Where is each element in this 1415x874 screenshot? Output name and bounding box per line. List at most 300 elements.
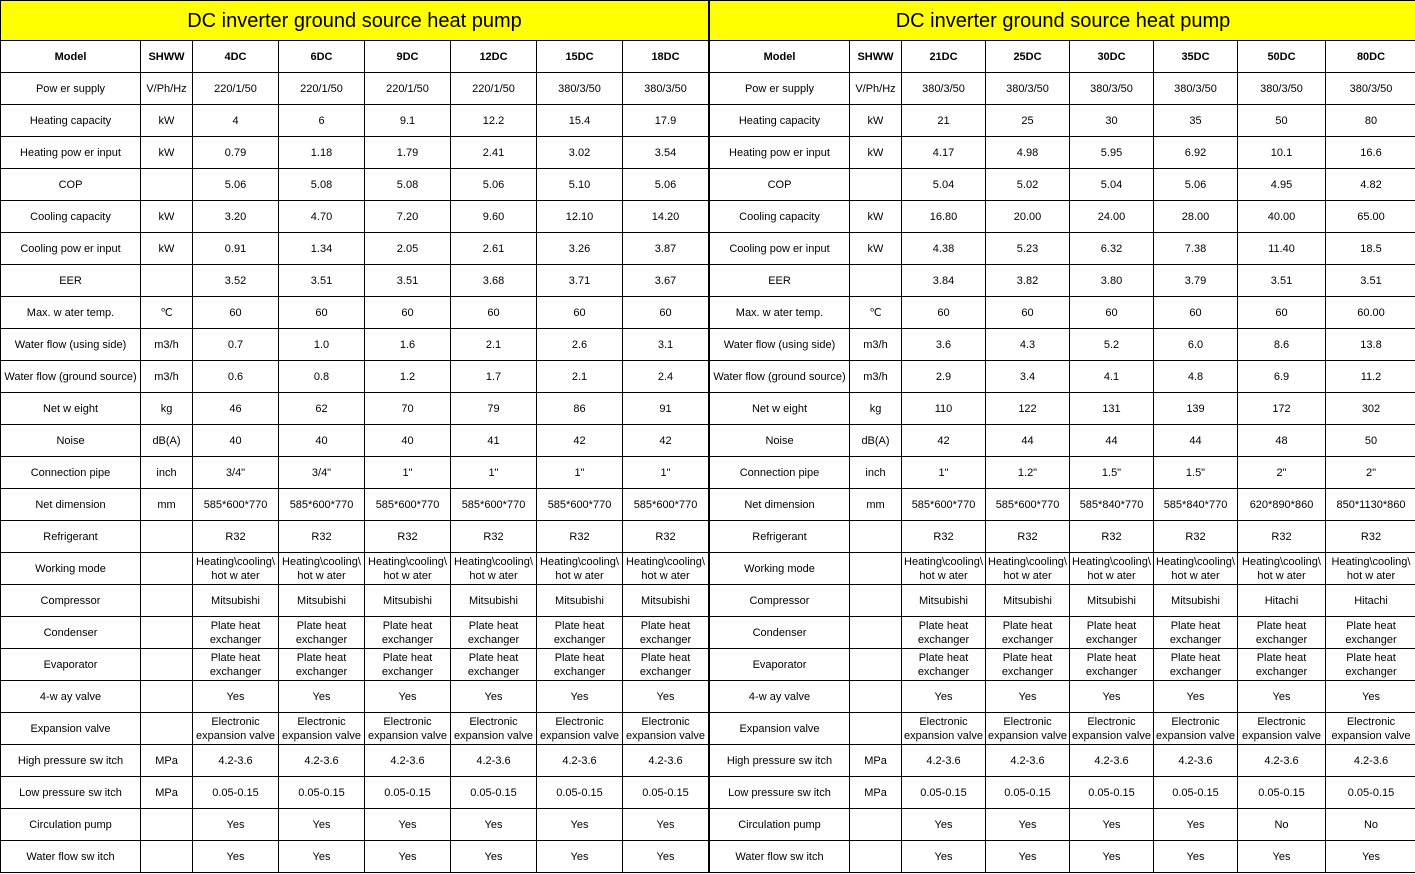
value-cell: 3.68 (451, 265, 537, 297)
table-row (1, 425, 709, 457)
header-cell: 9DC (365, 41, 451, 73)
value-cell: 2.1 (451, 329, 537, 361)
value-cell: Plate heat exchanger (537, 649, 623, 681)
value-cell: Yes (1154, 681, 1238, 713)
row-label: Heating capacity (710, 105, 850, 137)
table-row (1, 457, 709, 489)
value-cell: Yes (365, 809, 451, 841)
value-cell: Yes (902, 809, 986, 841)
value-cell: 122 (986, 393, 1070, 425)
value-cell: Yes (193, 681, 279, 713)
value-cell: Electronic expansion valve (279, 713, 365, 745)
table-row (1, 841, 709, 873)
value-cell: Electronic expansion valve (365, 713, 451, 745)
value-cell: 60 (451, 297, 537, 329)
unit-cell (141, 553, 193, 585)
header-cell: 35DC (1154, 41, 1238, 73)
value-cell: Yes (986, 841, 1070, 873)
value-cell: 13.8 (1326, 329, 1415, 361)
value-cell: 0.05-0.15 (365, 777, 451, 809)
row-label: Cooling pow er input (710, 233, 850, 265)
value-cell: 4.2-3.6 (623, 745, 709, 777)
unit-cell: dB(A) (850, 425, 902, 457)
value-cell: 5.02 (986, 169, 1070, 201)
unit-cell: m3/h (141, 361, 193, 393)
table-row (710, 329, 1415, 361)
row-label: Condenser (710, 617, 850, 649)
value-cell: 6.0 (1154, 329, 1238, 361)
value-cell: No (1326, 809, 1415, 841)
value-cell: 585*840*770 (1070, 489, 1154, 521)
value-cell: 7.20 (365, 201, 451, 233)
value-cell: 62 (279, 393, 365, 425)
value-cell: 2.05 (365, 233, 451, 265)
table-row (710, 745, 1415, 777)
value-cell: 3.82 (986, 265, 1070, 297)
table-row (1, 297, 709, 329)
value-cell: 41 (451, 425, 537, 457)
value-cell: Yes (623, 841, 709, 873)
row-label: Net dimension (1, 489, 141, 521)
value-cell: R32 (451, 521, 537, 553)
unit-cell: MPa (850, 777, 902, 809)
row-label: Evaporator (1, 649, 141, 681)
value-cell: 4.2-3.6 (986, 745, 1070, 777)
value-cell: Yes (451, 841, 537, 873)
value-cell: 60 (1238, 297, 1326, 329)
row-label: 4-w ay valve (710, 681, 850, 713)
value-cell: Yes (365, 681, 451, 713)
value-cell: 60 (537, 297, 623, 329)
value-cell: Plate heat exchanger (365, 649, 451, 681)
value-cell: 42 (537, 425, 623, 457)
table-row (1, 745, 709, 777)
value-cell: 5.04 (902, 169, 986, 201)
row-label: Compressor (1, 585, 141, 617)
table-row (1, 169, 709, 201)
row-label: Net dimension (710, 489, 850, 521)
value-cell: Plate heat exchanger (1070, 649, 1154, 681)
value-cell: Electronic expansion valve (902, 713, 986, 745)
value-cell: 60 (986, 297, 1070, 329)
unit-cell (141, 585, 193, 617)
value-cell: Plate heat exchanger (1154, 649, 1238, 681)
value-cell: 4.98 (986, 137, 1070, 169)
table-row (1, 73, 709, 105)
value-cell: Heating\cooling\ hot w ater (623, 553, 709, 585)
table-row (1, 713, 709, 745)
value-cell: Plate heat exchanger (902, 617, 986, 649)
unit-cell: m3/h (850, 329, 902, 361)
value-cell: Plate heat exchanger (1238, 617, 1326, 649)
value-cell: 2.6 (537, 329, 623, 361)
value-cell: 6 (279, 105, 365, 137)
unit-cell: kW (141, 233, 193, 265)
unit-cell (850, 553, 902, 585)
value-cell: Electronic expansion valve (1154, 713, 1238, 745)
value-cell: 2" (1238, 457, 1326, 489)
value-cell: 380/3/50 (902, 73, 986, 105)
header-cell: 50DC (1238, 41, 1326, 73)
row-label: Water flow (ground source) (710, 361, 850, 393)
table-row (710, 201, 1415, 233)
unit-cell: kW (850, 233, 902, 265)
row-label: Refrigerant (710, 521, 850, 553)
value-cell: 5.08 (279, 169, 365, 201)
value-cell: Mitsubishi (537, 585, 623, 617)
value-cell: 5.2 (1070, 329, 1154, 361)
value-cell: 1.79 (365, 137, 451, 169)
value-cell: Plate heat exchanger (451, 617, 537, 649)
table-row (710, 521, 1415, 553)
unit-cell (850, 649, 902, 681)
header-cell: 25DC (986, 41, 1070, 73)
value-cell: 1.6 (365, 329, 451, 361)
unit-cell (141, 649, 193, 681)
value-cell: 30 (1070, 105, 1154, 137)
value-cell: Plate heat exchanger (986, 617, 1070, 649)
header-cell: SHWW (141, 41, 193, 73)
row-label: Connection pipe (1, 457, 141, 489)
value-cell: 0.8 (279, 361, 365, 393)
row-label: Water flow (using side) (710, 329, 850, 361)
value-cell: Heating\cooling\ hot w ater (1238, 553, 1326, 585)
value-cell: 3.52 (193, 265, 279, 297)
value-cell: 380/3/50 (537, 73, 623, 105)
table-row (710, 265, 1415, 297)
value-cell: R32 (365, 521, 451, 553)
value-cell: Yes (451, 809, 537, 841)
value-cell: Yes (279, 809, 365, 841)
value-cell: Plate heat exchanger (1070, 617, 1154, 649)
value-cell: 14.20 (623, 201, 709, 233)
row-label: Low pressure sw itch (710, 777, 850, 809)
value-cell: 16.6 (1326, 137, 1415, 169)
value-cell: 3.51 (365, 265, 451, 297)
value-cell: 0.05-0.15 (902, 777, 986, 809)
value-cell: 1" (365, 457, 451, 489)
unit-cell: MPa (850, 745, 902, 777)
header-cell: Model (1, 41, 141, 73)
value-cell: 3.1 (623, 329, 709, 361)
row-label: Expansion valve (1, 713, 141, 745)
header-row (710, 41, 1415, 73)
value-cell: 1.5" (1154, 457, 1238, 489)
value-cell: 2.41 (451, 137, 537, 169)
row-label: COP (710, 169, 850, 201)
table-row (1, 105, 709, 137)
row-label: High pressure sw itch (710, 745, 850, 777)
value-cell: 1" (451, 457, 537, 489)
table-row (1, 681, 709, 713)
unit-cell: V/Ph/Hz (850, 73, 902, 105)
unit-cell: ℃ (141, 297, 193, 329)
header-cell: 12DC (451, 41, 537, 73)
value-cell: 50 (1238, 105, 1326, 137)
value-cell: 0.7 (193, 329, 279, 361)
row-label: Working mode (710, 553, 850, 585)
unit-cell (141, 809, 193, 841)
value-cell: Yes (623, 809, 709, 841)
unit-cell: kW (850, 137, 902, 169)
value-cell: 65.00 (1326, 201, 1415, 233)
row-label: Connection pipe (710, 457, 850, 489)
row-label: Net w eight (710, 393, 850, 425)
value-cell: 4.95 (1238, 169, 1326, 201)
value-cell: 0.05-0.15 (986, 777, 1070, 809)
value-cell: 585*600*770 (451, 489, 537, 521)
value-cell: Plate heat exchanger (193, 617, 279, 649)
table-row (1, 361, 709, 393)
value-cell: Plate heat exchanger (1326, 649, 1415, 681)
value-cell: Mitsubishi (902, 585, 986, 617)
header-row (1, 41, 709, 73)
value-cell: 4 (193, 105, 279, 137)
row-label: Max. w ater temp. (1, 297, 141, 329)
value-cell: 3.71 (537, 265, 623, 297)
value-cell: 2" (1326, 457, 1415, 489)
value-cell: Electronic expansion valve (623, 713, 709, 745)
value-cell: 40 (365, 425, 451, 457)
value-cell: 60 (279, 297, 365, 329)
header-cell: SHWW (850, 41, 902, 73)
value-cell: Plate heat exchanger (1238, 649, 1326, 681)
value-cell: Plate heat exchanger (623, 617, 709, 649)
unit-cell: inch (850, 457, 902, 489)
value-cell: 60 (623, 297, 709, 329)
value-cell: 4.8 (1154, 361, 1238, 393)
value-cell: Yes (1238, 841, 1326, 873)
row-label: Expansion valve (710, 713, 850, 745)
value-cell: 79 (451, 393, 537, 425)
table-row (1, 617, 709, 649)
value-cell: 4.82 (1326, 169, 1415, 201)
value-cell: Mitsubishi (451, 585, 537, 617)
value-cell: 585*600*770 (365, 489, 451, 521)
value-cell: Mitsubishi (986, 585, 1070, 617)
unit-cell (850, 585, 902, 617)
unit-cell (850, 265, 902, 297)
value-cell: 12.2 (451, 105, 537, 137)
value-cell: Electronic expansion valve (451, 713, 537, 745)
unit-cell: MPa (141, 777, 193, 809)
row-label: Circulation pump (710, 809, 850, 841)
value-cell: Yes (902, 841, 986, 873)
value-cell: 12.10 (537, 201, 623, 233)
table-row (1, 649, 709, 681)
table-row (710, 681, 1415, 713)
value-cell: 220/1/50 (365, 73, 451, 105)
value-cell: 172 (1238, 393, 1326, 425)
table-row (710, 297, 1415, 329)
value-cell: 35 (1154, 105, 1238, 137)
table-row (710, 73, 1415, 105)
value-cell: 60 (365, 297, 451, 329)
value-cell: 4.70 (279, 201, 365, 233)
value-cell: 3.26 (537, 233, 623, 265)
value-cell: 0.05-0.15 (193, 777, 279, 809)
value-cell: Yes (1326, 681, 1415, 713)
value-cell: R32 (279, 521, 365, 553)
row-label: Cooling pow er input (1, 233, 141, 265)
unit-cell: MPa (141, 745, 193, 777)
value-cell: Mitsubishi (279, 585, 365, 617)
value-cell: 16.80 (902, 201, 986, 233)
value-cell: 18.5 (1326, 233, 1415, 265)
value-cell: 585*600*770 (193, 489, 279, 521)
header-cell: 18DC (623, 41, 709, 73)
row-label: Circulation pump (1, 809, 141, 841)
row-label: Heating pow er input (1, 137, 141, 169)
value-cell: 585*600*770 (537, 489, 623, 521)
value-cell: 0.05-0.15 (279, 777, 365, 809)
value-cell: 0.91 (193, 233, 279, 265)
value-cell: Mitsubishi (1154, 585, 1238, 617)
value-cell: 4.1 (1070, 361, 1154, 393)
value-cell: 1.0 (279, 329, 365, 361)
unit-cell: mm (850, 489, 902, 521)
unit-cell: kg (141, 393, 193, 425)
value-cell: 40.00 (1238, 201, 1326, 233)
value-cell: Mitsubishi (623, 585, 709, 617)
value-cell: 5.06 (1154, 169, 1238, 201)
value-cell: 70 (365, 393, 451, 425)
value-cell: No (1238, 809, 1326, 841)
value-cell: 48 (1238, 425, 1326, 457)
value-cell: 9.1 (365, 105, 451, 137)
table-row (710, 489, 1415, 521)
value-cell: 0.05-0.15 (537, 777, 623, 809)
table-title: DC inverter ground source heat pump (1, 1, 709, 41)
value-cell: 585*600*770 (279, 489, 365, 521)
value-cell: Yes (986, 809, 1070, 841)
row-label: Water flow sw itch (710, 841, 850, 873)
unit-cell (141, 169, 193, 201)
unit-cell (850, 713, 902, 745)
value-cell: 2.4 (623, 361, 709, 393)
value-cell: Heating\cooling\ hot w ater (1070, 553, 1154, 585)
unit-cell: kW (141, 201, 193, 233)
value-cell: Yes (1154, 841, 1238, 873)
value-cell: 0.05-0.15 (1326, 777, 1415, 809)
value-cell: 17.9 (623, 105, 709, 137)
row-label: Pow er supply (1, 73, 141, 105)
unit-cell (141, 521, 193, 553)
value-cell: Plate heat exchanger (193, 649, 279, 681)
value-cell: Heating\cooling\ hot w ater (1326, 553, 1415, 585)
table-row (710, 425, 1415, 457)
value-cell: 585*840*770 (1154, 489, 1238, 521)
value-cell: 220/1/50 (193, 73, 279, 105)
row-label: Pow er supply (710, 73, 850, 105)
value-cell: Electronic expansion valve (986, 713, 1070, 745)
unit-cell: ℃ (850, 297, 902, 329)
table-row (710, 713, 1415, 745)
value-cell: Hitachi (1238, 585, 1326, 617)
row-label: COP (1, 169, 141, 201)
table-row (710, 649, 1415, 681)
unit-cell (850, 521, 902, 553)
value-cell: 3.6 (902, 329, 986, 361)
table-row (1, 137, 709, 169)
value-cell: R32 (986, 521, 1070, 553)
value-cell: Electronic expansion valve (193, 713, 279, 745)
row-label: EER (1, 265, 141, 297)
value-cell: 3.02 (537, 137, 623, 169)
table-row (710, 777, 1415, 809)
value-cell: Electronic expansion valve (1070, 713, 1154, 745)
value-cell: 60 (902, 297, 986, 329)
table-row (1, 585, 709, 617)
unit-cell: kW (141, 105, 193, 137)
value-cell: 220/1/50 (451, 73, 537, 105)
row-label: Water flow (ground source) (1, 361, 141, 393)
table-row (1, 233, 709, 265)
value-cell: 4.2-3.6 (193, 745, 279, 777)
value-cell: 8.6 (1238, 329, 1326, 361)
table-row (1, 521, 709, 553)
value-cell: Yes (451, 681, 537, 713)
value-cell: Heating\cooling\ hot w ater (279, 553, 365, 585)
value-cell: 302 (1326, 393, 1415, 425)
unit-cell: inch (141, 457, 193, 489)
value-cell: 2.61 (451, 233, 537, 265)
table-row (1, 201, 709, 233)
table-row (1, 393, 709, 425)
value-cell: 44 (1154, 425, 1238, 457)
value-cell: 3.51 (1326, 265, 1415, 297)
value-cell: Heating\cooling\ hot w ater (451, 553, 537, 585)
value-cell: R32 (1326, 521, 1415, 553)
value-cell: 850*1130*860 (1326, 489, 1415, 521)
table-row (710, 617, 1415, 649)
value-cell: 50 (1326, 425, 1415, 457)
row-label: 4-w ay valve (1, 681, 141, 713)
unit-cell (850, 841, 902, 873)
value-cell: Hitachi (1326, 585, 1415, 617)
value-cell: 3.87 (623, 233, 709, 265)
row-label: Net w eight (1, 393, 141, 425)
value-cell: 3.51 (279, 265, 365, 297)
value-cell: 6.92 (1154, 137, 1238, 169)
header-cell: 21DC (902, 41, 986, 73)
value-cell: R32 (1154, 521, 1238, 553)
unit-cell: kW (850, 105, 902, 137)
value-cell: 4.2-3.6 (1326, 745, 1415, 777)
row-label: Cooling capacity (710, 201, 850, 233)
value-cell: Heating\cooling\ hot w ater (537, 553, 623, 585)
value-cell: 620*890*860 (1238, 489, 1326, 521)
value-cell: Plate heat exchanger (451, 649, 537, 681)
value-cell: Electronic expansion valve (1238, 713, 1326, 745)
value-cell: 4.2-3.6 (1154, 745, 1238, 777)
value-cell: 1.5" (1070, 457, 1154, 489)
value-cell: 0.79 (193, 137, 279, 169)
value-cell: R32 (902, 521, 986, 553)
value-cell: 2.1 (537, 361, 623, 393)
value-cell: Electronic expansion valve (1326, 713, 1415, 745)
table-row (710, 105, 1415, 137)
table-row (710, 841, 1415, 873)
row-label: Cooling capacity (1, 201, 141, 233)
value-cell: 0.05-0.15 (1154, 777, 1238, 809)
unit-cell (141, 265, 193, 297)
unit-cell (141, 841, 193, 873)
row-label: Heating capacity (1, 105, 141, 137)
value-cell: Yes (1238, 681, 1326, 713)
table-row (1, 329, 709, 361)
value-cell: 3.79 (1154, 265, 1238, 297)
